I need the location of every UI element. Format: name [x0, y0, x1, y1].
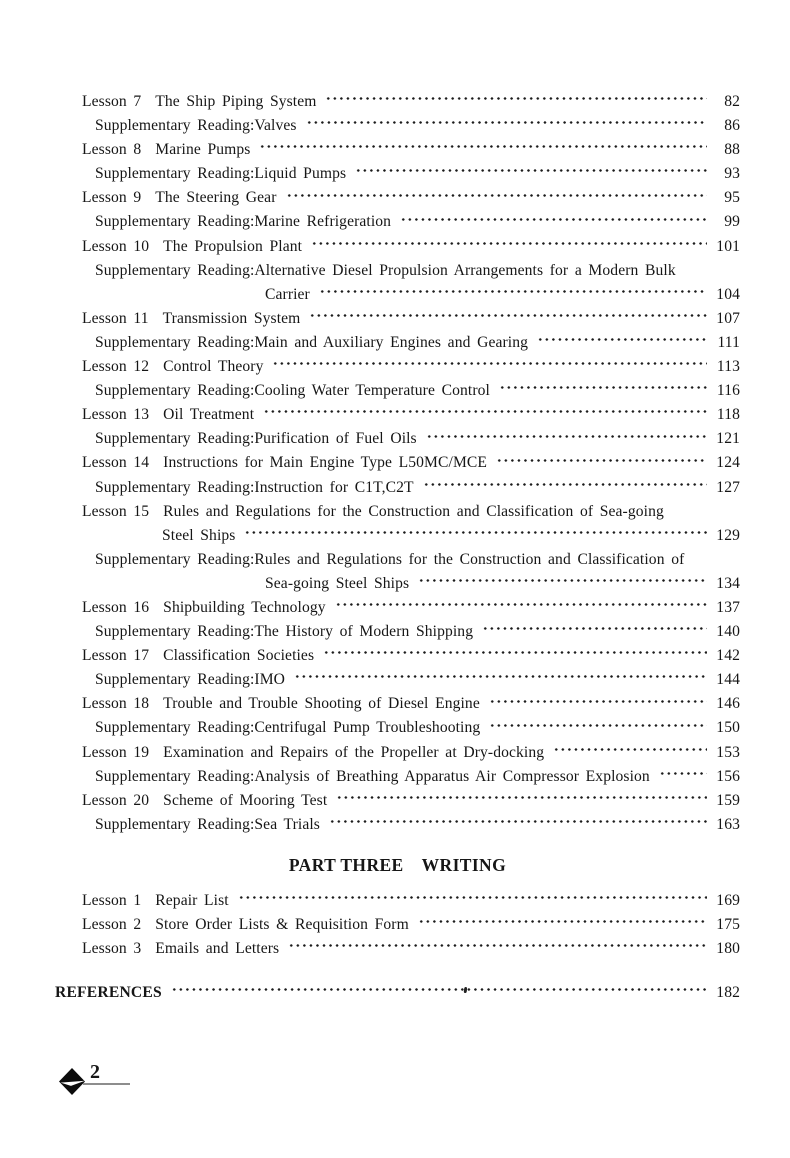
entry-title: Instruction for C1T,C2T: [254, 478, 414, 496]
toc-entry: [95, 548, 740, 572]
page-number: 113: [716, 358, 740, 376]
dot-leader: [418, 573, 707, 588]
toc-entry: [95, 668, 740, 692]
lesson-label: Lesson 20: [82, 791, 150, 809]
page-number: 88: [724, 141, 740, 159]
entry-title: Control Theory: [163, 358, 264, 376]
toc-entry: [95, 765, 740, 789]
lesson-label: Lesson 14: [82, 454, 150, 472]
entry-title: IMO: [254, 671, 286, 689]
toc-entry: [82, 138, 740, 162]
toc-entry: [82, 596, 740, 620]
lesson-label: Lesson 11: [82, 309, 149, 327]
dot-leader: [306, 115, 707, 130]
page-number: 93: [724, 165, 740, 183]
dot-leader: [238, 890, 707, 905]
toc-entry: [95, 427, 740, 451]
entry-title: Shipbuilding Technology: [163, 598, 326, 616]
dot-leader: [323, 645, 707, 660]
entry-title: The History of Modern Shipping: [254, 623, 474, 641]
page-number: 146: [716, 695, 740, 713]
toc-entry: [95, 259, 740, 283]
lesson-label: Lesson 8: [82, 141, 142, 159]
page-number: 129: [716, 526, 740, 544]
dot-leader: [553, 742, 707, 757]
toc-entry: [82, 451, 740, 475]
toc-entry: [95, 162, 740, 186]
page-number: 137: [716, 598, 740, 616]
diamond-icon: [59, 1068, 85, 1095]
lesson-label: Lesson 2: [82, 916, 142, 933]
page-number: 121: [716, 430, 740, 448]
page-number: 134: [716, 574, 740, 592]
toc-entry: [82, 355, 740, 379]
dot-leader: [263, 404, 707, 419]
entry-title: Repair List: [155, 891, 229, 909]
toc-entry: [82, 500, 740, 524]
entry-title: Purification of Fuel Oils: [254, 430, 417, 448]
supplementary-reading-prefix: Supplementary Reading:: [95, 117, 255, 135]
dot-leader: [329, 814, 707, 829]
dot-leader: [537, 332, 707, 347]
toc-entry: [95, 379, 740, 403]
entry-title: Rules and Regulations for the Construction and Classification of Sea-going: [163, 502, 664, 520]
page-number: 142: [716, 647, 740, 665]
part-heading-label: PART THREE: [288, 854, 404, 875]
toc-entry: [95, 331, 740, 355]
supplementary-reading-prefix: Supplementary Reading:: [95, 671, 255, 689]
lesson-label: Lesson 10: [82, 237, 150, 255]
toc-entry: [82, 90, 740, 114]
page-number: 159: [716, 791, 740, 809]
entry-title: Steel Ships: [162, 526, 236, 544]
entry-title: Emails and Letters: [155, 940, 280, 958]
footer-page-number: 2: [90, 1061, 100, 1083]
page-number: 156: [716, 767, 740, 785]
supplementary-reading-prefix: Supplementary Reading:: [95, 815, 255, 833]
entry-title: Examination and Repairs of the Propeller at Dry-docking: [163, 743, 545, 761]
supplementary-reading-prefix: Supplementary Reading:: [95, 719, 255, 737]
lesson-label: Lesson 1: [82, 891, 142, 909]
lesson-label: Lesson 12: [82, 358, 150, 376]
page-number: 182: [716, 984, 740, 1002]
lesson-label: Lesson 9: [82, 189, 142, 207]
lesson-label: Lesson 16: [82, 598, 150, 616]
toc-entry: [95, 476, 740, 500]
entry-title: Analysis of Breathing Apparatus Air Compressor Explosion: [254, 767, 650, 785]
dot-leader: [659, 766, 707, 781]
page-number: 163: [716, 815, 740, 833]
entry-title: Valves: [254, 117, 297, 135]
references-label: REFERENCES: [55, 984, 162, 1002]
dot-leader: [489, 717, 707, 732]
page-number: 150: [716, 719, 740, 737]
part-three-entry-list: [55, 889, 740, 961]
page-number: 107: [716, 309, 740, 327]
page-number: 124: [716, 454, 740, 472]
supplementary-reading-prefix: Supplementary Reading:: [95, 430, 255, 448]
supplementary-reading-prefix: Supplementary Reading:: [95, 213, 255, 231]
page-number: 86: [724, 117, 740, 135]
dot-leader: [496, 452, 707, 467]
page-number: 82: [724, 93, 740, 110]
entry-title: Rules and Regulations for the Construction and Classification of: [254, 550, 685, 568]
toc-entry: [82, 937, 740, 961]
dot-leader: [336, 790, 707, 805]
page-number: 140: [716, 623, 740, 641]
dot-leader: [272, 356, 707, 371]
dot-leader: [309, 308, 707, 323]
page-number: 116: [716, 382, 740, 400]
dot-leader: [319, 284, 707, 299]
dot-leader: [499, 380, 707, 395]
supplementary-reading-prefix: Supplementary Reading:: [95, 478, 255, 496]
page-number: 118: [716, 406, 740, 424]
dot-leader: [355, 163, 707, 178]
dot-leader: [288, 938, 707, 953]
page-number: 144: [716, 671, 740, 689]
page-number: 153: [716, 743, 740, 761]
dot-leader: [426, 428, 707, 443]
toc-entry: [95, 716, 740, 740]
entry-title: Alternative Diesel Propulsion Arrangements for a Modern Bulk: [254, 261, 676, 279]
entry-title: Liquid Pumps: [254, 165, 347, 183]
entry-title: Trouble and Trouble Shooting of Diesel Engine: [163, 695, 480, 713]
supplementary-reading-prefix: Supplementary Reading:: [95, 333, 255, 351]
entry-title: Transmission System: [162, 309, 301, 327]
entry-title: Store Order Lists & Requisition Form: [155, 916, 409, 933]
dot-leader: [171, 982, 707, 997]
entry-title: The Steering Gear: [155, 189, 277, 207]
lesson-label: Lesson 17: [82, 647, 150, 665]
entry-title: The Ship Piping System: [155, 93, 317, 110]
entry-title: Main and Auxiliary Engines and Gearing: [254, 333, 529, 351]
page-number: 111: [717, 333, 740, 351]
dot-leader: [294, 669, 707, 684]
toc-entry: [82, 235, 740, 259]
supplementary-reading-prefix: Supplementary Reading:: [95, 382, 255, 400]
supplementary-reading-prefix: Supplementary Reading:: [95, 261, 255, 279]
entry-title: Carrier: [265, 285, 310, 303]
dot-leader: [244, 525, 707, 540]
lesson-label: Lesson 19: [82, 743, 150, 761]
part-two-entry-list: [55, 90, 740, 837]
footer-rule: [83, 1083, 130, 1085]
toc-entry: [82, 307, 740, 331]
toc-entry: [95, 813, 740, 837]
supplementary-reading-prefix: Supplementary Reading:: [95, 623, 255, 641]
part-three-heading: [55, 853, 740, 877]
dot-leader: [423, 477, 707, 492]
entry-title: Centrifugal Pump Troubleshooting: [254, 719, 481, 737]
page-number: 127: [716, 478, 740, 496]
entry-title: Instructions for Main Engine Type L50MC/MCE: [163, 454, 488, 472]
dot-leader: [335, 597, 707, 612]
dot-leader: [482, 621, 707, 636]
page-number: 104: [716, 285, 740, 303]
references-entry: [55, 981, 740, 1005]
page-number: 99: [724, 213, 740, 231]
toc-entry: [82, 403, 740, 427]
dot-leader: [489, 693, 707, 708]
lesson-label: Lesson 3: [82, 940, 142, 958]
entry-title: The Propulsion Plant: [163, 237, 303, 255]
toc-entry: [82, 644, 740, 668]
entry-title: Oil Treatment: [163, 406, 255, 424]
footer-ornament: [59, 1063, 149, 1111]
entry-title: Marine Pumps: [155, 141, 251, 159]
entry-title: Sea Trials: [254, 815, 320, 833]
dot-leader: [259, 139, 707, 154]
toc-entry: [82, 692, 740, 716]
dot-leader: [286, 187, 708, 202]
toc-entry: [95, 210, 740, 234]
toc-entry: [265, 283, 740, 307]
lesson-label: Lesson 13: [82, 406, 150, 424]
entry-title: Classification Societies: [163, 647, 315, 665]
dot-leader: [325, 91, 707, 106]
lesson-label: Lesson 7: [82, 93, 142, 110]
entry-title: Cooling Water Temperature Control: [254, 382, 490, 400]
part-heading-title: WRITING: [421, 854, 507, 875]
lesson-label: Lesson 18: [82, 695, 150, 713]
supplementary-reading-prefix: Supplementary Reading:: [95, 550, 255, 568]
page-number: 180: [716, 940, 740, 958]
page-number: 175: [716, 916, 740, 933]
toc-entry: [162, 524, 740, 548]
supplementary-reading-prefix: Supplementary Reading:: [95, 165, 255, 183]
entry-title: Marine Refrigeration: [254, 213, 392, 231]
dot-leader: [400, 211, 707, 226]
entry-title: Scheme of Mooring Test: [163, 791, 328, 809]
toc-entry: [82, 913, 740, 937]
entry-title: Sea-going Steel Ships: [265, 574, 410, 592]
toc-entry: [82, 889, 740, 913]
dot-leader: [418, 914, 707, 929]
lesson-label: Lesson 15: [82, 502, 150, 520]
toc-entry: [82, 789, 740, 813]
toc-entry: [265, 572, 740, 596]
toc-entry: [82, 186, 740, 210]
toc-entry: [95, 114, 740, 138]
toc-entry: [95, 620, 740, 644]
dot-leader: [311, 236, 707, 251]
page-number: 101: [716, 237, 740, 255]
toc-entry: [82, 741, 740, 765]
page-number: 95: [724, 189, 740, 207]
supplementary-reading-prefix: Supplementary Reading:: [95, 767, 255, 785]
page-number: 169: [716, 891, 740, 909]
table-of-contents: [55, 90, 740, 1005]
